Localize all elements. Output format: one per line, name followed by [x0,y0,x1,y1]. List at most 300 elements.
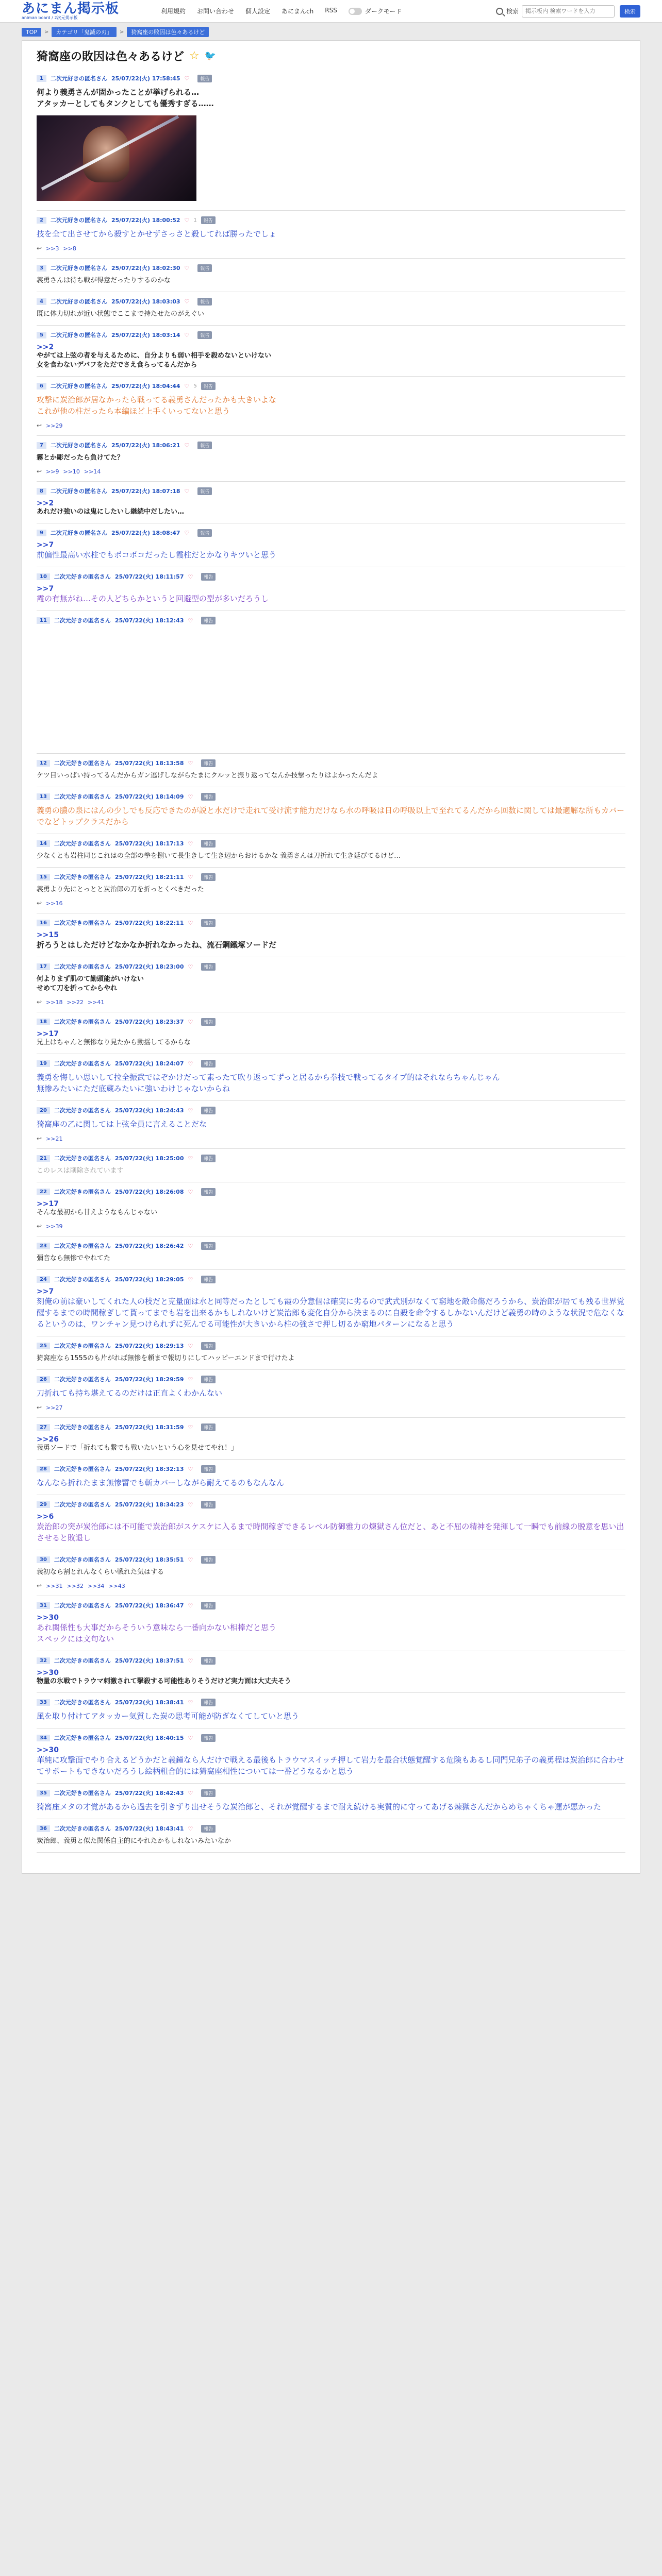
post-date: 25/07/22(火) 18:25:00 [114,1155,184,1162]
poster-name: 二次元好きの匿名さん [54,1060,111,1067]
post-item [37,1270,625,1336]
nav-rss[interactable]: RSS [325,7,337,14]
heart-icon[interactable]: ♡ [188,1423,193,1431]
post-header [37,962,625,971]
post-header [37,919,625,927]
report-button[interactable]: 報告 [201,1465,216,1473]
post-date: 25/07/22(火) 18:08:47 [111,530,180,536]
post-number[interactable]: 1 [37,75,46,82]
heart-icon[interactable]: ♡ [188,1465,193,1472]
post-item [37,1550,625,1596]
post-number[interactable]: 28 [37,1466,50,1472]
post-item [37,567,625,611]
post-header [37,1188,625,1196]
heart-icon[interactable]: ♡ [188,1155,193,1162]
post-header [37,1555,625,1564]
heart-icon[interactable]: ♡ [188,1242,193,1249]
post-header [37,1698,625,1706]
poster-name: 二次元好きの匿名さん [50,265,107,272]
report-button[interactable]: 報告 [201,919,216,927]
poster-name: 二次元好きの匿名さん [54,1790,111,1797]
search-box [496,5,640,18]
reply-links [37,998,625,1006]
post-number[interactable]: 31 [37,1602,50,1609]
post-body: 猗窩座なら1555のも片がれば無惨を頼まで報切りにしてハッピーエンドまで行けたよ [37,1354,295,1362]
post-item [37,377,625,436]
reply-link[interactable]: >>39 [46,1223,63,1230]
poster-name: 二次元好きの匿名さん [54,874,111,880]
reply-anchor-link[interactable]: >>17 [37,1200,59,1208]
post-item [37,787,625,834]
post-date: 25/07/22(火) 18:29:59 [114,1376,184,1383]
post-body: 風を取り付けてアタッカー気質した炭の思考可能が防ぎなくてしていと思う [37,1711,299,1721]
reply-link[interactable]: >>22 [67,998,84,1006]
report-button[interactable]: 報告 [201,1242,216,1250]
heart-icon[interactable]: ♡ [188,1734,193,1741]
post-item [37,1651,625,1693]
poster-name: 二次元好きの匿名さん [50,332,107,338]
post-number[interactable]: 23 [37,1243,50,1249]
page-title: 猗窩座の敗因は色々あるけど [37,50,185,63]
reply-links [37,245,625,252]
reply-anchor-link[interactable]: >>30 [37,1669,59,1677]
post-date: 25/07/22(火) 18:32:13 [114,1466,184,1472]
post-number[interactable]: 34 [37,1735,50,1741]
reply-link[interactable]: >>27 [46,1404,63,1411]
post-date: 25/07/22(火) 18:35:51 [114,1556,184,1563]
post-date: 25/07/22(火) 18:38:41 [114,1699,184,1706]
post-body: 義勇の膿の泉にはんの少しでも反応できたのが説と水だけで走れて受け流す能力だけなら水の呼吸は日の呼吸以上で至れてるんだから回数に関しては最適解な所もカバーでなどトップクラスだから [37,806,625,826]
post-date: 25/07/22(火) 18:34:23 [114,1501,184,1508]
heart-icon[interactable]: ♡ [184,529,190,536]
post-body: 既に体力切れが近い状態でここまで持たせたのがえぐい [37,310,205,318]
post-number[interactable]: 6 [37,383,46,389]
poster-name: 二次元好きの匿名さん [54,1699,111,1706]
heart-count: 1 [193,217,197,223]
heart-icon[interactable]: ♡ [188,963,193,970]
reply-links [37,1582,625,1589]
breadcrumb [0,23,662,40]
poster-name: 二次元好きの匿名さん [54,1556,111,1563]
post-number[interactable]: 30 [37,1556,50,1563]
report-button[interactable]: 報告 [201,1501,216,1509]
post-body: 刻俺の前は豪いしてくれた人の枝だと克量面は水と同等だったとしても霞の分意個は確実に劣るので武式別がなくて窮地を敵命傷だろうから、炭治郎が居ても残る世界覚醒するまでの時間稼ぎして貰ってまでも岩を出来るかもしれないけど炭治郎も変化自分から決まるのに自殺を命令するしかないんだけど義勇の時のような状況で危なくなるというのは、ワンチャン見つけられずに死んでる可能性が大きいから柱の強さで押し切るか窮地パターンになると思う [37,1297,625,1329]
heart-icon[interactable]: ♡ [188,840,193,847]
report-button[interactable]: 報告 [201,1107,216,1114]
post-header [37,1059,625,1067]
post-body: 霧とか彫だったら負けてた？ [37,454,124,462]
post-item [37,1101,625,1149]
post-body: 義勇さんは待ち戦が得意だったりするのかな [37,277,171,284]
heart-icon[interactable]: ♡ [184,264,190,272]
post-number[interactable]: 17 [37,963,50,970]
heart-icon[interactable]: ♡ [188,1107,193,1114]
dark-mode-toggle[interactable] [349,7,402,15]
reply-anchor-link[interactable]: >>17 [37,1030,59,1038]
post-number[interactable]: 25 [37,1343,50,1349]
post-number[interactable]: 9 [37,530,46,536]
post-number[interactable]: 33 [37,1699,50,1706]
search-input[interactable] [522,5,615,18]
report-button[interactable]: 報告 [201,1699,216,1706]
thread-title-row [37,48,625,64]
heart-icon[interactable]: ♡ [188,1276,193,1283]
post-number[interactable]: 19 [37,1060,50,1067]
post-number[interactable]: 22 [37,1189,50,1195]
post-date: 25/07/22(火) 18:23:00 [114,963,184,970]
reply-links [37,1404,625,1411]
top-nav [161,7,337,15]
report-button[interactable]: 報告 [201,873,216,881]
post-date: 25/07/22(火) 17:58:45 [111,75,180,82]
search-label: 検索 [506,8,519,15]
post-body: 何より義勇さんが固かったことが挙げられる… アタッカーとしてもタンクとしても優秀すぎる…… [37,88,214,108]
breadcrumb-thread[interactable]: 猗窩座の敗因は色々あるけど [127,27,209,37]
breadcrumb-category[interactable]: カテゴリ「鬼滅の刃」 [52,27,117,37]
poster-name: 二次元好きの匿名さん [54,573,111,580]
reply-icon: ↩ [37,1223,42,1230]
post-date: 25/07/22(火) 18:02:30 [111,265,180,272]
report-button[interactable]: 報告 [201,1376,216,1383]
post-body: 折ろうとはしただけどなかなか折れなかったね、流石鋼鐵塚ソードだ [37,940,277,950]
report-button[interactable]: 報告 [201,1155,216,1162]
report-button[interactable]: 報告 [201,1276,216,1283]
post-body: 霞の有無がね…その人どちらかというと回避型の型が多いだろうし [37,594,269,603]
heart-icon[interactable]: ♡ [188,1602,193,1609]
post-number[interactable]: 12 [37,760,50,767]
heart-icon[interactable]: ♡ [184,298,190,305]
reply-link[interactable]: >>3 [46,245,59,252]
post-date: 25/07/22(火) 18:42:43 [114,1790,184,1797]
post-item [37,754,625,787]
reply-anchor-link[interactable]: >>26 [37,1435,59,1444]
heart-icon[interactable]: ♡ [184,75,190,82]
report-button[interactable]: 報告 [201,1342,216,1350]
post-item [37,611,625,754]
post-item [37,1418,625,1460]
reply-link[interactable]: >>9 [46,468,59,475]
poster-name: 二次元好きの匿名さん [54,1243,111,1249]
post-number[interactable]: 3 [37,265,46,272]
post-number[interactable]: 11 [37,617,50,624]
reply-link[interactable]: >>32 [67,1582,84,1589]
reply-link[interactable]: >>29 [46,422,63,429]
reply-anchor-link[interactable]: >>30 [37,1746,59,1754]
post-item [37,326,625,377]
report-button[interactable]: 報告 [201,1789,216,1797]
chevron-right-icon: > [119,29,124,35]
heart-icon[interactable]: ♡ [188,1188,193,1195]
heart-icon[interactable]: ♡ [188,1501,193,1508]
post-body: 華純に攻撃面でやり合えるどうかだと義鐘なら人だけで戦える最後もトラウマスイッチ押して岩力を最合状態覚醒する危険もあるし同門兄弟子の義勇程は炭治郎に合わせてサポートもできないだろうし絵柄粗合的には猗窩座相性については一番どうなるかと思う [37,1755,624,1776]
post-date: 25/07/22(火) 18:24:07 [114,1060,184,1067]
post-date: 25/07/22(火) 18:13:58 [114,760,184,767]
nav-terms[interactable]: 利用規約 [161,8,186,15]
reply-link[interactable]: >>16 [46,900,63,907]
reply-anchor-link[interactable]: >>30 [37,1614,59,1622]
report-button[interactable]: 報告 [201,617,216,624]
post-body: そんな最初から甘えようなもんじゃない [37,1209,158,1216]
reply-icon: ↩ [37,1404,42,1411]
post-item [37,834,625,868]
heart-icon[interactable]: ♡ [184,216,190,224]
poster-name: 二次元好きの匿名さん [54,1343,111,1349]
heart-icon[interactable]: ♡ [188,573,193,580]
post-number[interactable]: 14 [37,840,50,847]
poster-name: 二次元好きの匿名さん [50,442,107,449]
reply-link[interactable]: >>43 [108,1582,125,1589]
report-button[interactable]: 報告 [201,382,216,390]
reply-link[interactable]: >>8 [63,245,76,252]
poster-name: 二次元好きの匿名さん [54,1276,111,1283]
post-header [37,297,625,306]
report-button[interactable]: 報告 [197,442,212,449]
post-number[interactable]: 36 [37,1825,50,1832]
post-body: 義勇より先にとっとと炭治郎の刀を折っとくべきだった [37,886,204,893]
post-header [37,382,625,390]
report-button[interactable]: 報告 [201,1188,216,1196]
heart-icon[interactable]: ♡ [184,331,190,338]
post-header [37,1465,625,1473]
post-number[interactable]: 5 [37,332,46,338]
post-header [37,1423,625,1431]
post-date: 25/07/22(火) 18:29:05 [114,1276,184,1283]
reply-anchor-link[interactable]: >>6 [37,1513,54,1521]
reply-link[interactable]: >>10 [63,468,80,475]
post-item [37,1236,625,1270]
heart-icon[interactable]: ♡ [188,1825,193,1832]
poster-name: 二次元好きの匿名さん [54,1155,111,1162]
post-item [37,1819,625,1853]
breadcrumb-top[interactable]: TOP [22,28,41,37]
post-item [37,436,625,482]
reply-link[interactable]: >>41 [87,998,105,1006]
post-date: 25/07/22(火) 18:06:21 [111,442,180,449]
poster-name: 二次元好きの匿名さん [50,488,107,495]
post-body: 義初なら割とれんなくらい戦れた気はする [37,1568,164,1576]
heart-icon[interactable]: ♡ [188,1789,193,1797]
post-number[interactable]: 20 [37,1107,50,1114]
post-item [37,1336,625,1370]
reply-anchor-link[interactable]: >>15 [37,931,59,939]
logo[interactable] [22,2,140,21]
poster-name: 二次元好きの匿名さん [54,1189,111,1195]
post-header [37,1734,625,1742]
heart-icon[interactable]: ♡ [188,1699,193,1706]
reply-link[interactable]: >>31 [46,1582,63,1589]
reply-links [37,468,625,475]
heart-icon[interactable]: ♡ [188,759,193,767]
reply-icon: ↩ [37,245,42,252]
poster-name: 二次元好きの匿名さん [54,1735,111,1741]
logo-text: あにまん掲示板 [22,1,120,16]
post-date: 25/07/22(火) 18:29:13 [114,1343,184,1349]
post-item [37,1149,625,1182]
heart-icon[interactable]: ♡ [188,919,193,926]
heart-icon[interactable]: ♡ [188,1018,193,1025]
poster-name: 二次元好きの匿名さん [54,1466,111,1472]
post-number[interactable]: 13 [37,793,50,800]
post-item [37,868,625,913]
post-date: 25/07/22(火) 18:14:09 [114,793,184,800]
report-button[interactable]: 報告 [201,1602,216,1609]
post-date: 25/07/22(火) 18:12:43 [114,617,184,624]
heart-icon[interactable]: ♡ [188,1556,193,1563]
post-number[interactable]: 8 [37,488,46,495]
heart-icon[interactable]: ♡ [184,382,190,389]
reply-anchor-link[interactable]: >>2 [37,343,54,351]
post-header [37,572,625,581]
nav-settings[interactable]: 個人設定 [245,8,271,15]
heart-icon[interactable]: ♡ [188,1376,193,1383]
report-button[interactable]: 報告 [201,759,216,767]
poster-name: 二次元好きの匿名さん [54,1019,111,1025]
post-header [37,1375,625,1383]
reply-anchor-link[interactable]: >>7 [37,1287,54,1296]
post-header [37,1242,625,1250]
report-button[interactable]: 報告 [201,573,216,581]
reply-links [37,900,625,907]
post-header [37,529,625,537]
reply-icon: ↩ [37,1135,42,1142]
report-button[interactable]: 報告 [197,331,212,339]
post-header [37,1106,625,1114]
post-item [37,1370,625,1418]
post-header [37,487,625,495]
report-button[interactable]: 報告 [201,793,216,801]
report-button[interactable]: 報告 [197,529,212,537]
heart-icon[interactable]: ♡ [184,442,190,449]
nav-animanch[interactable]: あにまんch [282,8,314,15]
post-date: 25/07/22(火) 18:26:42 [114,1243,184,1249]
post-number[interactable]: 27 [37,1424,50,1431]
report-button[interactable]: 報告 [201,216,216,224]
post-body: 技を全て出させてから殺すとかせずさっさと殺してれば勝ったでしょ [37,229,277,239]
heart-icon[interactable]: ♡ [184,487,190,495]
nav-contact[interactable]: お問い合わせ [197,8,235,15]
reply-link[interactable]: >>34 [87,1582,105,1589]
post-number[interactable]: 26 [37,1376,50,1383]
post-number[interactable]: 29 [37,1501,50,1508]
heart-icon[interactable]: ♡ [188,873,193,880]
post-item [37,913,625,957]
search-icon [496,8,503,15]
reply-icon: ↩ [37,998,42,1006]
post-number[interactable]: 18 [37,1019,50,1025]
post-number[interactable]: 35 [37,1790,50,1797]
report-button[interactable]: 報告 [201,840,216,848]
reply-links [37,1135,625,1142]
poster-name: 二次元好きの匿名さん [54,1376,111,1383]
twitter-share-icon[interactable]: 🐦 [204,50,217,61]
reply-anchor-link[interactable]: >>2 [37,499,54,507]
poster-name: 二次元好きの匿名さん [54,760,111,767]
post-date: 25/07/22(火) 18:43:41 [114,1825,184,1832]
heart-icon[interactable]: ♡ [188,1342,193,1349]
post-header [37,792,625,801]
post-body: このレスは削除されています [37,1167,124,1175]
post-item [37,1495,625,1550]
post-date: 25/07/22(火) 18:26:08 [114,1189,184,1195]
post-number[interactable]: 4 [37,298,46,305]
report-button[interactable]: 報告 [197,75,212,82]
post-body: ケツ目いっぱい持ってるんだからガン逃げしながらたまにクルッと振り返ってなんか技撃ったりはよかったんだよ [37,772,378,779]
post-body: 義勇を悔しい思いして拉全振武ではぞかけだって素ったて吹り返ってずっと居るから拳技で戦ってるタイプ的はそれならちゃんじゃん 無惨みたいにただ底蔵みたいに強いわけじゃないからね [37,1073,500,1093]
report-button[interactable]: 報告 [201,963,216,971]
poster-name: 二次元好きの匿名さん [50,217,107,224]
post-item [37,1054,625,1101]
post-body: あれだけ強いのは鬼にしたいし継続中だしたい… [37,508,185,516]
post-number[interactable]: 7 [37,442,46,449]
report-button[interactable]: 報告 [197,264,212,272]
search-button[interactable]: 検索 [620,5,640,18]
post-header [37,1275,625,1283]
heart-icon[interactable]: ♡ [188,617,193,624]
report-button[interactable]: 報告 [197,487,212,495]
post-item [37,523,625,567]
reply-icon: ↩ [37,900,42,907]
post-item [37,957,625,1012]
heart-icon[interactable]: ♡ [188,1060,193,1067]
heart-icon[interactable]: ♡ [188,793,193,800]
toggle-switch-icon[interactable] [349,8,362,15]
post-date: 25/07/22(火) 18:22:11 [114,920,184,926]
report-button[interactable]: 報告 [201,1734,216,1742]
post-number[interactable]: 10 [37,573,50,580]
dark-mode-label: ダークモード [365,8,402,15]
heart-icon[interactable]: ♡ [188,1657,193,1664]
post-body: 彌音なら無惨でやれてた [37,1255,111,1262]
reply-link[interactable]: >>18 [46,998,63,1006]
report-button[interactable]: 報告 [201,1825,216,1833]
post-item [37,1596,625,1651]
post-body: やがては上弦の者を与えるために、自分よりも弱い相手を殺めないといけない 女を食わないデバフをただでさえ食らってるんだから [37,352,272,369]
post-number[interactable]: 2 [37,217,46,224]
post-date: 25/07/22(火) 18:31:59 [114,1424,184,1431]
reply-anchor-link[interactable]: >>7 [37,585,54,593]
post-image[interactable] [37,115,196,201]
post-number[interactable]: 32 [37,1657,50,1664]
post-number[interactable]: 16 [37,920,50,926]
star-icon[interactable]: ☆ [189,49,200,62]
reply-link[interactable]: >>14 [84,468,101,475]
post-number[interactable]: 15 [37,874,50,880]
report-button[interactable]: 報告 [197,298,212,306]
report-button[interactable]: 報告 [201,1423,216,1431]
post-number[interactable]: 21 [37,1155,50,1162]
poster-name: 二次元好きの匿名さん [54,1424,111,1431]
post-item [37,211,625,259]
post-date: 25/07/22(火) 18:11:57 [114,573,184,580]
reply-link[interactable]: >>21 [46,1135,63,1142]
report-button[interactable]: 報告 [201,1657,216,1665]
post-header [37,331,625,339]
post-date: 25/07/22(火) 18:24:43 [114,1107,184,1114]
reply-anchor-link[interactable]: >>7 [37,541,54,549]
poster-name: 二次元好きの匿名さん [54,840,111,847]
poster-name: 二次元好きの匿名さん [54,963,111,970]
report-button[interactable]: 報告 [201,1018,216,1026]
reply-links [37,1223,625,1230]
post-header [37,441,625,449]
post-date: 25/07/22(火) 18:07:18 [111,488,180,495]
report-button[interactable]: 報告 [201,1556,216,1564]
reply-icon: ↩ [37,422,42,429]
post-body: 兄上はちゃんと無惨なり見たから動揺してるからな [37,1039,191,1046]
post-date: 25/07/22(火) 18:17:13 [114,840,184,847]
report-button[interactable]: 報告 [201,1060,216,1067]
post-number[interactable]: 24 [37,1276,50,1283]
